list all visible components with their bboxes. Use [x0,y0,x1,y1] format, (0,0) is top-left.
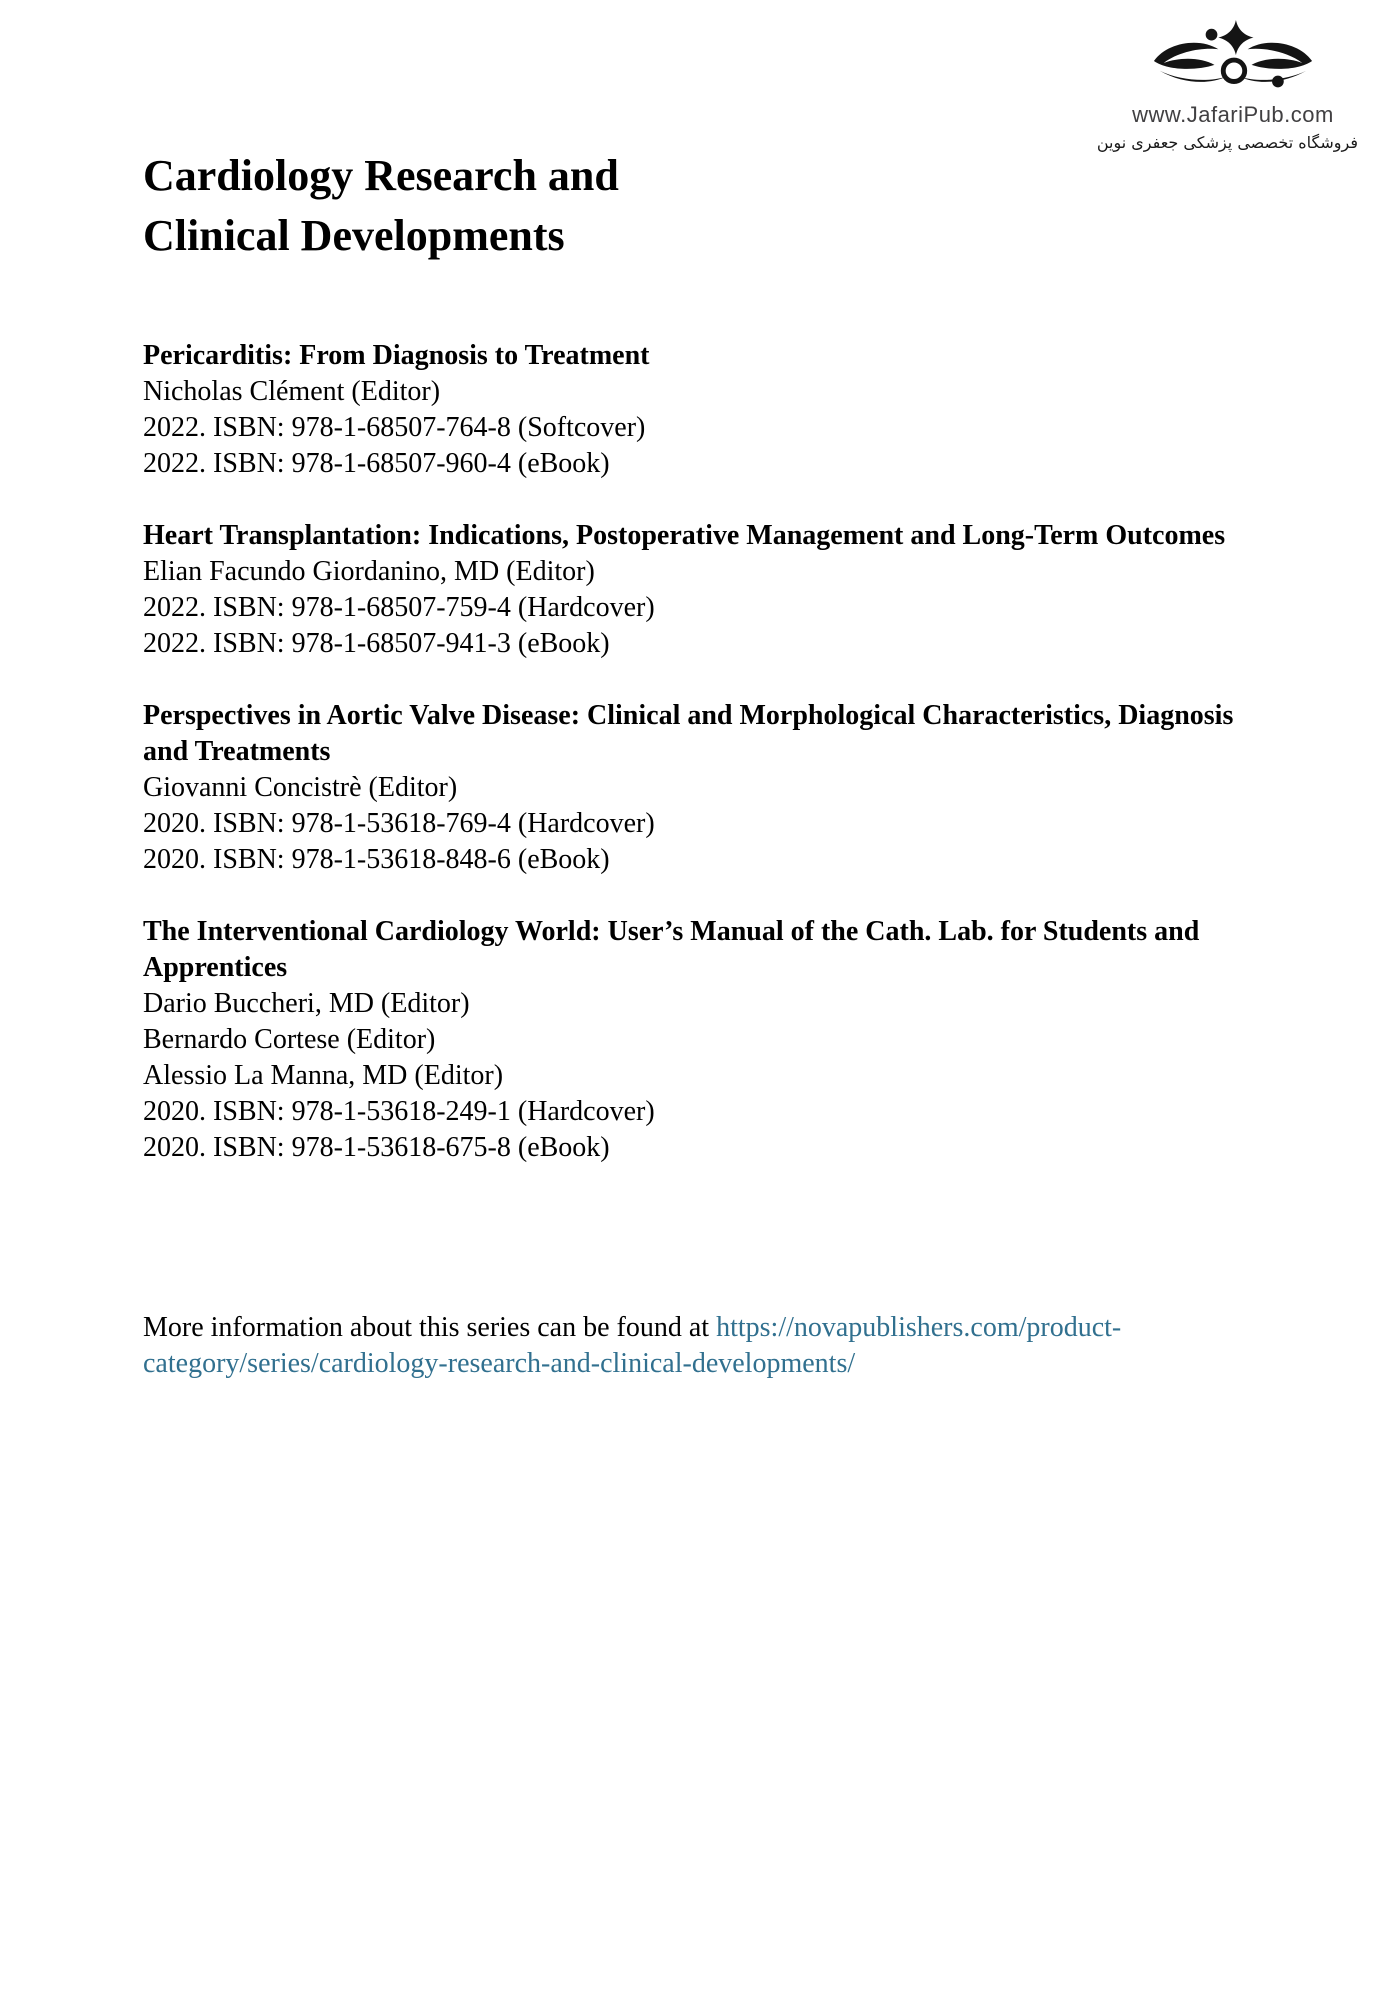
series-url-link[interactable]: https://novapublishers.com/product-category/series/cardiology-research-and-clinical-developments/ [143,1312,1122,1379]
book-isbn-line: 2020. ISBN: 978-1-53618-249-1 (Hardcover) [143,1096,655,1127]
book-list [143,338,1273,1166]
book-isbn-line: 2020. ISBN: 978-1-53618-769-4 (Hardcover) [143,808,655,839]
series-info-note [143,1310,1273,1382]
book-title: Pericarditis: From Diagnosis to Treatment [143,340,650,371]
book-entry [143,914,1273,1166]
series-title-line-2: Clinical Developments [143,211,565,260]
logo-persian-tagline: فروشگاه تخصصی پزشکی جعفری نوین [1096,133,1358,152]
book-editor-line: Nicholas Clément (Editor) [143,376,441,407]
book-title: Perspectives in Aortic Valve Disease: Clinical and Morphological Characteristics, Diagnosis and Treatments [143,700,1234,767]
book-title: The Interventional Cardiology World: User’s Manual of the Cath. Lab. for Students and Apprentices [143,916,1200,983]
book-editor-line: Elian Facundo Giordanino, MD (Editor) [143,556,595,587]
book-editor-line: Alessio La Manna, MD (Editor) [143,1060,504,1091]
book-isbn-line: 2022. ISBN: 978-1-68507-764-8 (Softcover) [143,412,646,443]
book-isbn-line: 2020. ISBN: 978-1-53618-848-6 (eBook) [143,844,610,875]
book-editor-line: Dario Buccheri, MD (Editor) [143,988,470,1019]
book-editor-line: Bernardo Cortese (Editor) [143,1024,436,1055]
book-isbn-line: 2022. ISBN: 978-1-68507-759-4 (Hardcover) [143,592,655,623]
book-entry [143,518,1273,662]
book-isbn-line: 2022. ISBN: 978-1-68507-960-4 (eBook) [143,448,610,479]
book-editor-line: Giovanni Concistrè (Editor) [143,772,458,803]
book-title: Heart Transplantation: Indications, Postoperative Management and Long-Term Outcomes [143,520,1226,551]
book-entry [143,698,1273,878]
book-entry [143,338,1273,482]
book-isbn-line: 2020. ISBN: 978-1-53618-675-8 (eBook) [143,1132,610,1163]
series-title-line-1: Cardiology Research and [143,151,619,200]
book-isbn-line: 2022. ISBN: 978-1-68507-941-3 (eBook) [143,628,610,659]
series-title [143,0,1273,266]
page-content [143,0,1273,1382]
logo-website-text: www.JafariPub.com [1132,102,1334,127]
series-info-text: More information about this series can be found at [143,1312,717,1343]
